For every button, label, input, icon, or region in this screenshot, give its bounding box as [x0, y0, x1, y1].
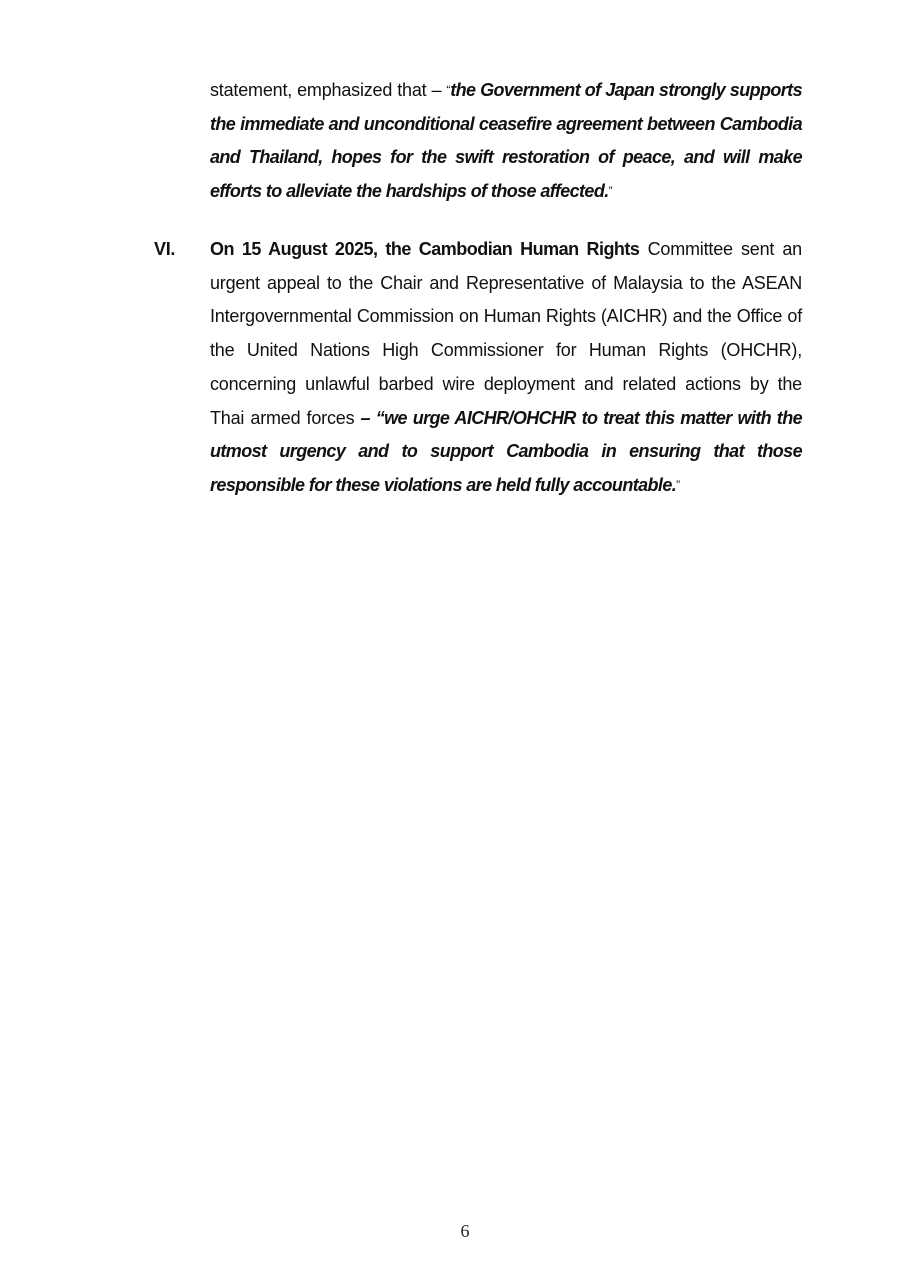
section-body-text: Committee sent an urgent appeal to the Chair and Representative of Malaysia to the ASEAN Intergovernmental Commission on Human Rights (AICHR) and the Office of the United Nations High Commissioner for Human Rights (OHCHR), concerning unlawful barbed wire deployment and related actions by the Thai armed forces	[210, 239, 802, 428]
continued-intro-text: statement, emphasized that –	[210, 80, 447, 100]
open-quote-mark: “	[446, 83, 451, 97]
section-lead-bold: On 15 August 2025, the Cambodian Human Rights	[210, 239, 640, 259]
close-quote-mark: ”	[608, 184, 613, 199]
section-vi-paragraph	[210, 233, 802, 503]
page-number: 6	[460, 1221, 470, 1241]
open-quote-mark: “	[375, 407, 385, 428]
continued-paragraph	[210, 74, 802, 209]
close-quote-mark: ”	[676, 477, 680, 492]
appeal-quote: we urge AICHR/OHCHR to treat this matter with the utmost urgency and to support Cambodia in ensuring that those responsible for these violations are held fully accountable.	[210, 407, 803, 495]
section-number: VI.	[154, 239, 176, 259]
section-dash: –	[360, 407, 376, 428]
japan-statement-quote: the Government of Japan strongly supports the immediate and unconditional ceasefire agreement between Cambodia and Thailand, hopes for the swift restoration of peace, and will make efforts to alleviate the hardships of those affected.	[210, 80, 802, 202]
